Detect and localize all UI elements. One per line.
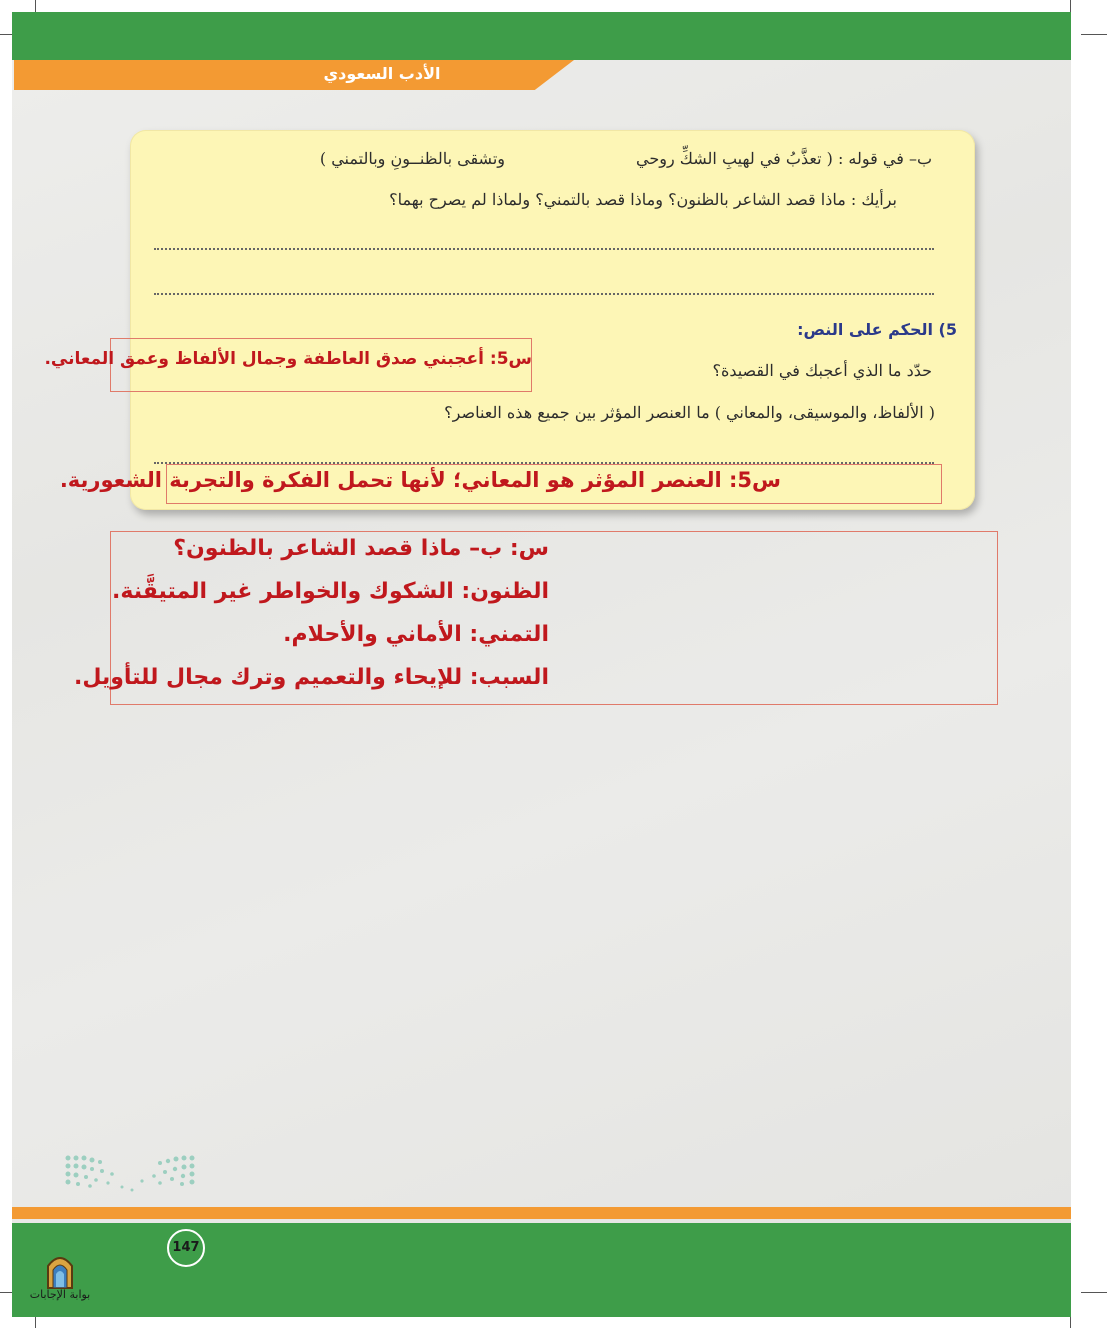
section5-question-2: ( الألفاظ، والموسيقى، والمعاني ) ما العنصر المؤثر بين جميع هذه العناصر؟ — [444, 403, 935, 422]
section5-title: 5) الحكم على النص: — [797, 320, 957, 339]
answer-b-line-2: الظنون: الشكوك والخواطر غير المتيقَّنة. — [112, 579, 549, 604]
page-number: 147 — [167, 1229, 205, 1267]
ministry-logo-icon — [62, 1152, 202, 1200]
part-b-question: برأيك : ماذا قصد الشاعر بالظنون؟ وماذا قصد بالتمني؟ ولماذا لم يصرح بهما؟ — [389, 190, 897, 209]
part-b-verse-first: ب– في قوله : ( تعذَّبُ في لهيبِ الشكِّ روحي — [636, 149, 932, 168]
section5-question-1: حدّد ما الذي أعجبك في القصيدة؟ — [712, 361, 932, 380]
top-green-band — [12, 12, 1071, 60]
answer-b-line-3: التمني: الأماني والأحلام. — [283, 622, 549, 647]
answer-liked: س5: أعجبني صدق العاطفة وجمال الألفاظ وعمق المعاني. — [44, 349, 532, 369]
answer-element: س5: العنصر المؤثر هو المعاني؛ لأنها تحمل الفكرة والتجربة الشعورية. — [59, 468, 781, 492]
answer-b-line-1: س: ب– ماذا قصد الشاعر بالظنون؟ — [173, 536, 549, 561]
crop-mark — [1081, 34, 1107, 35]
answer-line — [154, 293, 934, 295]
crop-mark — [1081, 1292, 1107, 1293]
footer-orange-band — [12, 1207, 1071, 1219]
answer-b-line-4: السبب: للإيحاء والتعميم وترك مجال للتأويل. — [73, 665, 549, 690]
textbook-page — [12, 12, 1071, 1317]
part-b-verse-second: وتشقى بالظنــونِ وبالتمني ) — [319, 149, 505, 168]
answer-line — [154, 248, 934, 250]
book-title: الأدب السعودي — [323, 64, 441, 83]
site-label: بوابة الإجابات — [29, 1288, 91, 1301]
